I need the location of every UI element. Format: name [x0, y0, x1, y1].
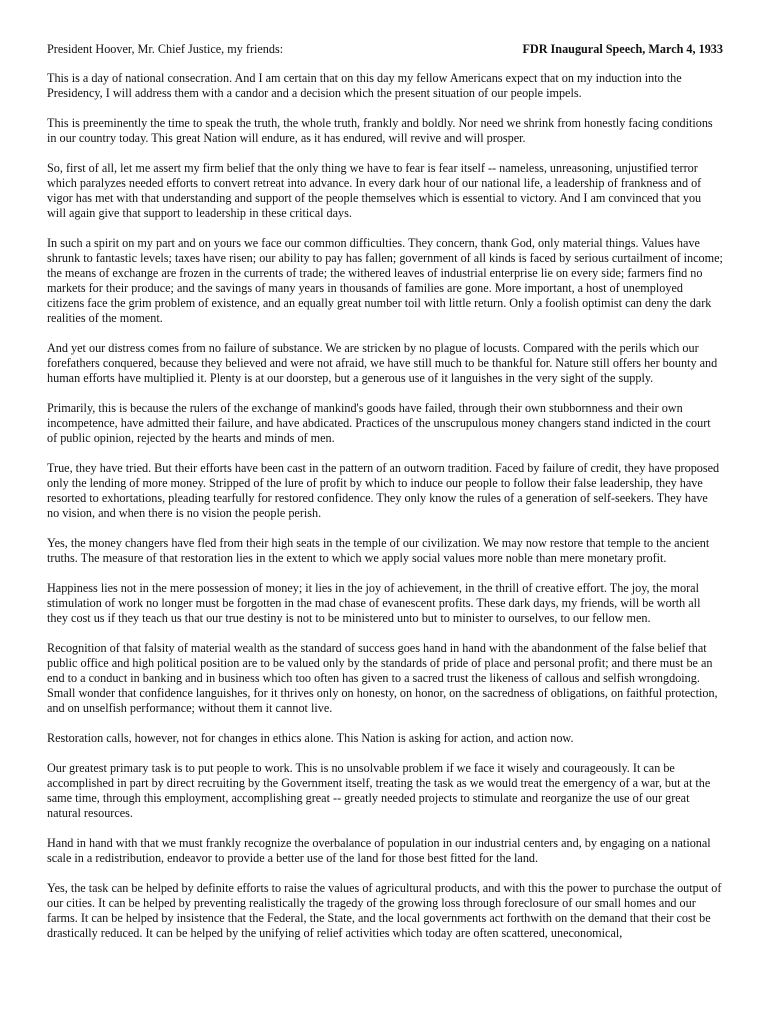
paragraph-13: Hand in hand with that we must frankly recognize the overbalance of population in our industrial centers and, by engaging on a national scale in a redistribution, endeavor to provide a better use of the land for those best fitted for the land. [47, 836, 711, 865]
paragraph-4: In such a spirit on my part and on yours we face our common difficulties. They concern, thank God, only material things. Values have shrunk to fantastic levels; taxes have risen; our ability to pay has fallen; government of all kinds is faced by serious curtailment of income; the means of exchange are frozen in the currents of trade; the withered leaves of industrial enterprise lie on every side; farmers find no markets for their produce; and the savings of many years in thousands of families are gone. More important, a host of unemployed citizens face the grim problem of existence, and an equally great number toil with little return. Only a foolish optimist can deny the dark realities of the moment. [47, 236, 723, 325]
paragraph-9: Happiness lies not in the mere possession of money; it lies in the joy of achievement, in the thrill of creative effort. The joy, the moral stimulation of work no longer must be forgotten in the mad chase of evanescent profits. These dark days, my friends, will be worth all they cost us if they teach us that our true destiny is not to be ministered unto but to minister to ourselves, to our fellow men. [47, 581, 701, 625]
paragraph-3: So, first of all, let me assert my firm belief that the only thing we have to fear is fear itself -- nameless, unreasoning, unjustified terror which paralyzes needed efforts to convert retreat into advance. In every dark hour of our national life, a leadership of frankness and of vigor has met with that understanding and support of the people themselves which is essential to victory. And I am convinced that you will again give that support to leadership in these critical days. [47, 161, 702, 220]
paragraph-6: Primarily, this is because the rulers of the exchange of mankind's goods have failed, through their own stubbornness and their own incompetence, have admitted their failure, and have abdicated. Practices of the unscrupulous money changers stand indicted in the court of public opinion, rejected by the hearts and minds of men. [47, 401, 711, 445]
document-header [47, 42, 723, 58]
paragraph-1: This is a day of national consecration. And I am certain that on this day my fellow Americans expect that on my induction into the Presidency, I will address them with a candor and a decision which the present situation of our people impels. [47, 71, 682, 100]
salutation: President Hoover, Mr. Chief Justice, my friends: [47, 42, 284, 56]
paragraph-8: Yes, the money changers have fled from their high seats in the temple of our civilization. We may now restore that temple to the ancient truths. The measure of that restoration lies in the extent to which we apply social values more noble than mere monetary profit. [47, 536, 710, 565]
paragraph-12: Our greatest primary task is to put people to work. This is no unsolvable problem if we face it wisely and courageously. It can be accomplished in part by direct recruiting by the Government itself, treating the task as we would treat the emergency of a war, but at the same time, through this employment, accomplishing great -- greatly needed projects to stimulate and reorganize the use of our great natural resources. [47, 761, 711, 820]
document-page [47, 42, 723, 956]
paragraph-5: And yet our distress comes from no failure of substance. We are stricken by no plague of locusts. Compared with the perils which our forefathers conquered, because they believed and were not afraid, we have still much to be thankful for. Nature still offers her bounty and human efforts have multiplied it. Plenty is at our doorstep, but a generous use of it languishes in the very sight of the supply. [47, 341, 718, 385]
paragraph-14: Yes, the task can be helped by definite efforts to raise the values of agricultural products, and with this the power to purchase the output of our cities. It can be helped by preventing realistically the tragedy of the growing loss through foreclosure of our small homes and our farms. It can be helped by insistence that the Federal, the State, and the local governments act forthwith on the demand that their cost be drastically reduced. It can be helped by the unifying of relief activities which today are often scattered, uneconomical, [47, 881, 722, 940]
paragraph-7: True, they have tried. But their efforts have been cast in the pattern of an outworn tradition. Faced by failure of credit, they have proposed only the lending of more money. Stripped of the lure of profit by which to induce our people to follow their false leadership, they have resorted to exhortations, pleading tearfully for restored confidence. They only know the rules of a generation of self-seekers. They have no vision, and when there is no vision the people perish. [47, 461, 720, 520]
paragraph-2: This is preeminently the time to speak the truth, the whole truth, frankly and boldly. Nor need we shrink from honestly facing conditions in our country today. This great Nation will endure, as it has endured, will revive and will prosper. [47, 116, 713, 145]
paragraph-11: Restoration calls, however, not for changes in ethics alone. This Nation is asking for action, and action now. [47, 731, 574, 745]
paragraph-10: Recognition of that falsity of material wealth as the standard of success goes hand in hand with the abandonment of the false belief that public office and high political position are to be valued only by the standards of pride of place and personal profit; and there must be an end to a conduct in banking and in business which too often has given to a sacred trust the likeness of callous and selfish wrongdoing. Small wonder that confidence languishes, for it thrives only on honesty, on honor, on the sacredness of obligations, on faithful protection, and on unselfish performance; without them it cannot live. [47, 641, 718, 715]
document-title: FDR Inaugural Speech, March 4, 1933 [522, 42, 723, 56]
